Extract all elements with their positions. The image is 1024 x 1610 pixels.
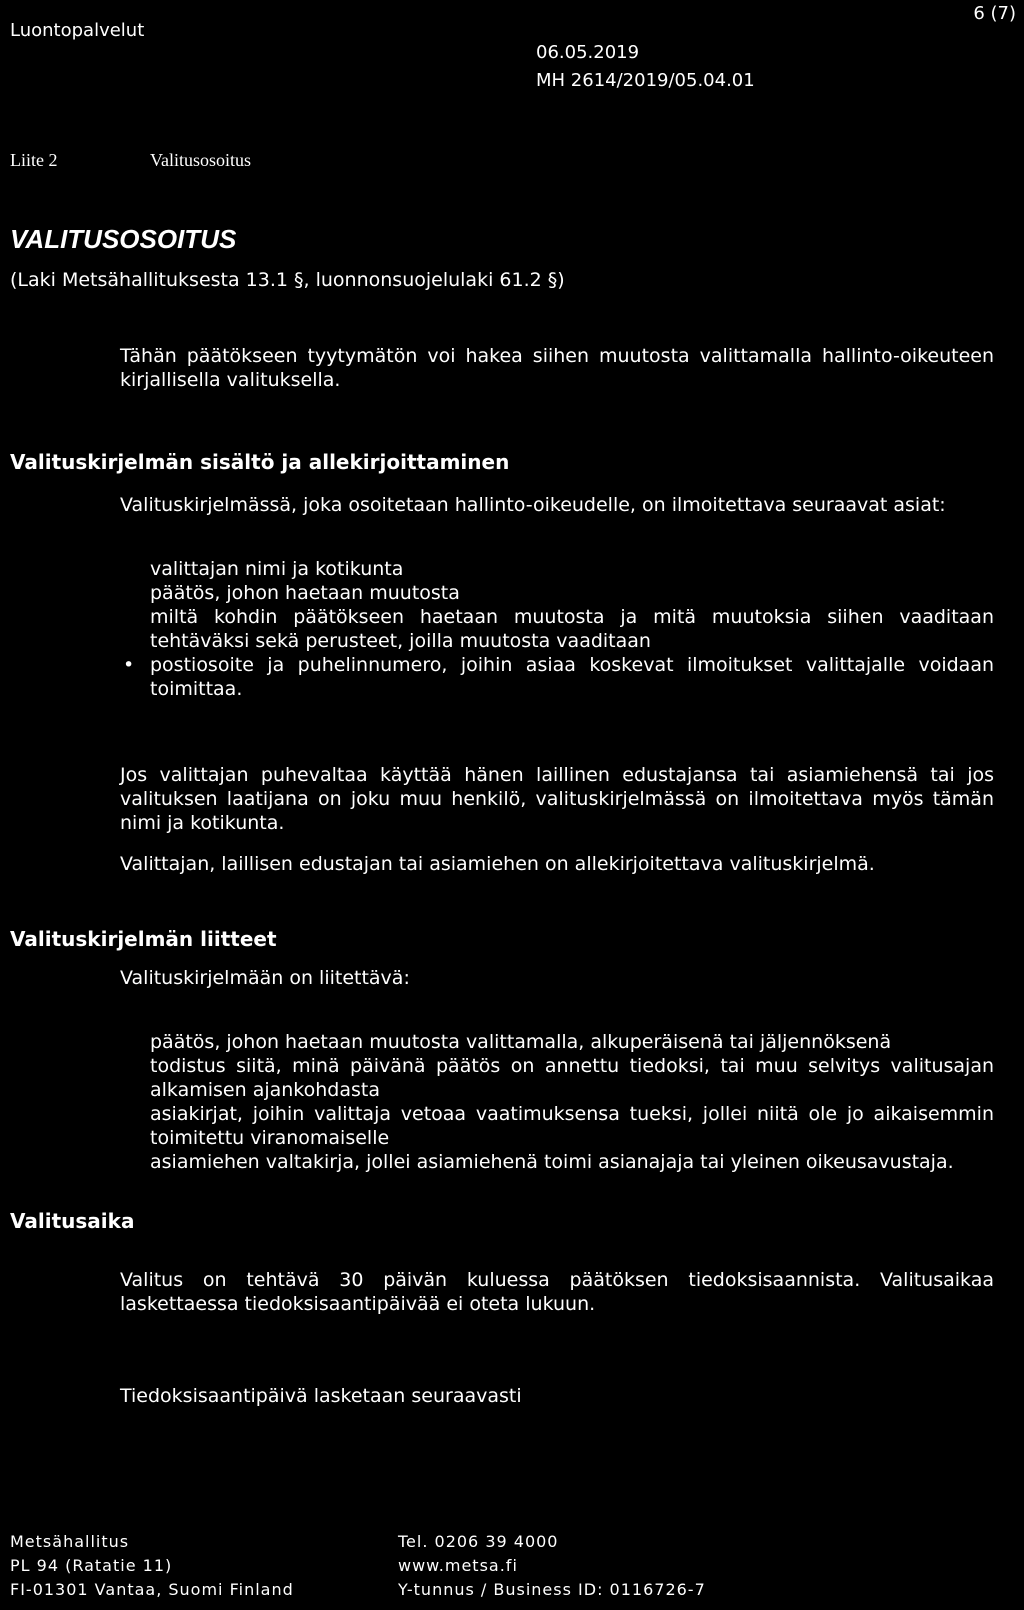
intro-text: Tähän päätökseen tyytymätön voi hakea siihen muutosta valittamalla hallinto-oikeuteen kirjallisella valituksella. xyxy=(120,345,994,391)
footer-address-2: FI-01301 Vantaa, Suomi Finland xyxy=(10,1580,294,1599)
deadline-paragraph-1-text: Valitus on tehtävä 30 päivän kuluessa päätöksen tiedoksisaannista. Valitusaikaa laskettaessa tiedoksisaantipäivää ei oteta lukuun. xyxy=(120,1269,994,1315)
document-reference: MH 2614/2019/05.04.01 xyxy=(536,70,755,91)
list-item: asiamiehen valtakirja, jollei asiamiehenä toimi asianajaja tai yleinen oikeusavustaja. xyxy=(150,1151,954,1173)
org-name: Luontopalvelut xyxy=(10,20,145,41)
content-paragraph-2 xyxy=(120,852,994,876)
list-item: päätös, johon haetaan muutosta valittamalla, alkuperäisenä tai jäljennöksenä xyxy=(150,1031,892,1053)
deadline-paragraph-2: Tiedoksisaantipäivä lasketaan seuraavasti xyxy=(120,1385,522,1407)
list-item: valittajan nimi ja kotikunta xyxy=(150,558,404,580)
content-lead xyxy=(120,493,994,517)
deadline-paragraph-1 xyxy=(120,1268,994,1316)
footer-business-id: Y-tunnus / Business ID: 0116726-7 xyxy=(398,1580,706,1599)
section-heading-deadline: Valitusaika xyxy=(10,1209,135,1233)
page-title: VALITUSOSOITUS xyxy=(10,224,237,254)
content-paragraph-1-text: Jos valittajan puhevaltaa käyttää hänen laillinen edustajansa tai asiamiehensä tai jos valituksen laatijana on joku muu henkilö, valituskirjelmässä on ilmoitettava myös tämän nimi ja kotikunta. xyxy=(120,764,994,834)
footer-phone: Tel. 0206 39 4000 xyxy=(398,1532,559,1551)
document-date: 06.05.2019 xyxy=(536,42,640,63)
list-item: miltä kohdin päätökseen haetaan muutosta ja mitä muutoksia siihen vaaditaan tehtäväksi sekä perusteet, joilla muutosta vaaditaan xyxy=(150,606,994,652)
footer-address-1: PL 94 (Ratatie 11) xyxy=(10,1556,173,1575)
footer-org: Metsähallitus xyxy=(10,1532,130,1551)
content-paragraph-2-text: Valittajan, laillisen edustajan tai asiamiehen on allekirjoitettava valituskirjelmä. xyxy=(120,853,875,875)
page-number: 6 (7) xyxy=(973,3,1016,24)
intro-paragraph xyxy=(120,344,994,392)
attachments-list xyxy=(150,1030,994,1174)
section-heading-content: Valituskirjelmän sisältö ja allekirjoittaminen xyxy=(10,450,510,474)
content-paragraph-1 xyxy=(120,763,994,835)
section-heading-attachments: Valituskirjelmän liitteet xyxy=(10,927,277,951)
attachments-lead: Valituskirjelmään on liitettävä: xyxy=(120,967,410,989)
list-item: asiakirjat, joihin valittaja vetoaa vaatimuksensa tueksi, jollei niitä ole jo aikaisemmin toimitettu viranomaiselle xyxy=(150,1103,994,1149)
content-requirements-list xyxy=(150,557,994,701)
list-item: päätös, johon haetaan muutosta xyxy=(150,582,460,604)
footer-website-link[interactable]: www.metsa.fi xyxy=(398,1556,518,1575)
content-lead-text: Valituskirjelmässä, joka osoitetaan hallinto-oikeudelle, on ilmoitettava seuraavat asiat: xyxy=(120,494,946,516)
list-item: • postiosoite ja puhelinnumero, joihin asiaa koskevat ilmoitukset valittajalle voidaan toimittaa. xyxy=(150,653,994,701)
attachment-name: Valitusosoitus xyxy=(150,150,252,170)
list-item: todistus siitä, minä päivänä päätös on annettu tiedoksi, tai muu selvitys valitusajan alkamisen ajankohdasta xyxy=(150,1055,994,1101)
page-subtitle: (Laki Metsähallituksesta 13.1 §, luonnonsuojelulaki 61.2 §) xyxy=(10,269,565,291)
attachment-label: Liite 2 xyxy=(10,150,58,170)
